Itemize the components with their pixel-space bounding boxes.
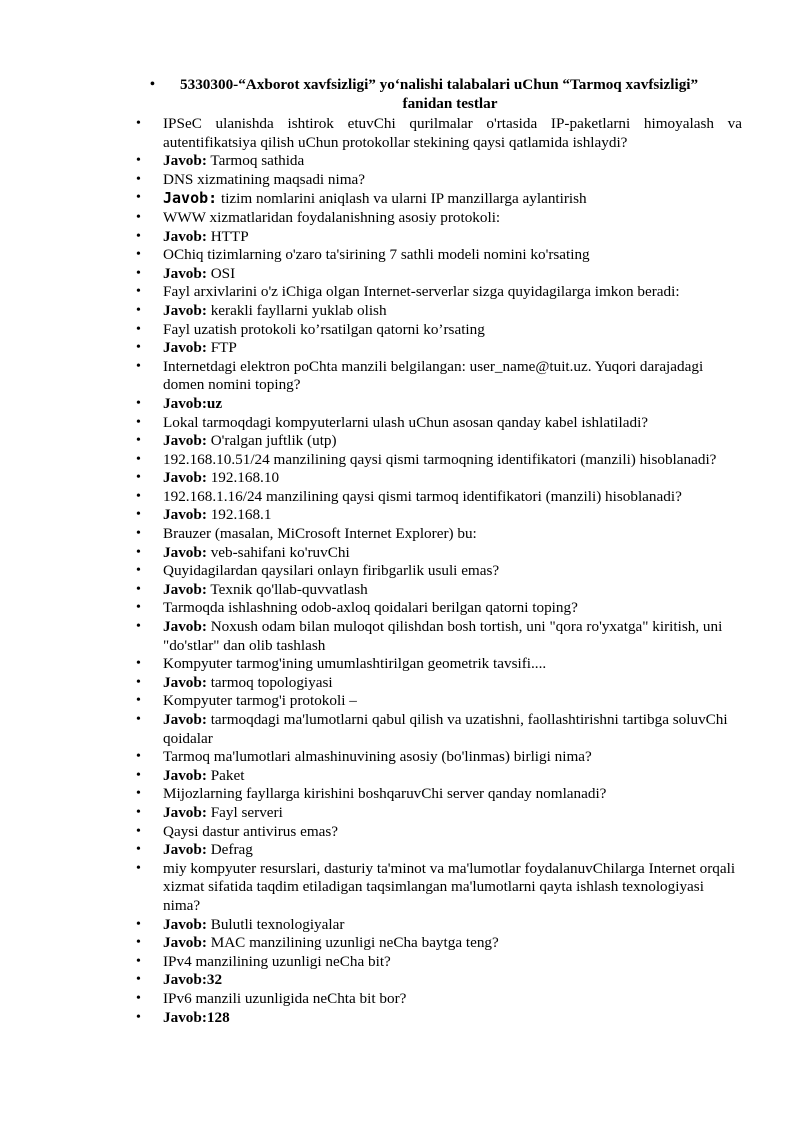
answer-label: Javob:: [163, 711, 207, 728]
question-item: [0, 953, 800, 972]
question-item: [0, 488, 800, 507]
answer-text: 192.168.10: [206, 469, 280, 487]
answer-item: [0, 916, 800, 935]
answer-label: Javob:: [163, 580, 207, 598]
bullet-icon: •: [136, 600, 141, 616]
bullet-icon: •: [136, 544, 141, 560]
question-item: [0, 785, 800, 804]
answer-item: [0, 302, 800, 321]
bullet-icon: •: [136, 693, 141, 709]
answer-label: Javob:: [163, 469, 207, 487]
answer-label: Javob:: [163, 934, 207, 952]
answer-item: [0, 711, 800, 748]
bullet-icon: •: [136, 656, 141, 672]
question-text: IPSeC ulanishda ishtirok etuvChi qurilmalar o'rtasida IP-paketlarni himoyalash va autentifikatsiya qilish uChun protokollar stekining qaysi qatlamida ishlaydi?: [163, 115, 742, 151]
answer-item: [0, 339, 800, 358]
answer-item: [0, 804, 800, 823]
answer-label: Javob:: [163, 618, 207, 636]
question-text: Lokal tarmoqdagi kompyuterlarni ulash uChun asosan qanday kabel ishlatiladi?: [163, 413, 649, 431]
question-item: [0, 525, 800, 544]
bullet-icon: •: [136, 209, 141, 225]
answer-item: [0, 971, 800, 990]
question-item: [0, 990, 800, 1009]
bullet-icon: •: [136, 358, 141, 374]
bullet-icon: •: [136, 786, 141, 802]
question-item: [0, 283, 800, 302]
answer-label: Javob:: [163, 673, 207, 691]
answer-text: Texnik qo'llab-quvvatlash: [206, 580, 368, 598]
question-item: [0, 414, 800, 433]
bullet-icon: •: [136, 619, 141, 635]
answer-text: 192.168.1: [206, 506, 272, 524]
answer-label: Javob:: [163, 915, 207, 933]
question-item: [0, 748, 800, 767]
answer-label: Javob:: [163, 301, 207, 319]
question-item: [0, 562, 800, 581]
bullet-icon: •: [136, 153, 141, 169]
answer-label: Javob:32: [163, 971, 223, 989]
answer-text: Tarmoq sathida: [206, 152, 305, 170]
question-item: [0, 655, 800, 674]
answer-label: Javob:: [163, 227, 207, 245]
question-item: [0, 209, 800, 228]
answer-label: Javob:: [163, 543, 207, 561]
question-text: Tarmoq ma'lumotlari almashinuvining asosiy (bo'linmas) birligi nima?: [163, 748, 592, 766]
question-item: [0, 171, 800, 190]
question-text: Fayl uzatish protokoli ko’rsatilgan qatorni ko’rsating: [163, 320, 485, 338]
answer-item: [0, 544, 800, 563]
bullet-icon: •: [136, 563, 141, 579]
answer-text: tarmoq topologiyasi: [206, 673, 333, 691]
bullet-icon: •: [136, 823, 141, 839]
bullet-icon: •: [136, 674, 141, 690]
answer-label: Javob:: [163, 841, 207, 859]
question-text: IPv4 manzilining uzunligi neCha bit?: [163, 952, 391, 970]
question-text: miy kompyuter resurslari, dasturiy ta'minot va ma'lumotlar foydalanuvChilarga Internet orqali xizmat sifatida taqdim etiladigan taqsimlangan ma'lumotlarni qayta ishlash texnologiyasi nima?: [163, 859, 736, 914]
answer-label: Javob:uz: [163, 394, 223, 412]
question-text: Internetdagi elektron poChta manzili belgilangan: user_name@tuit.uz. Yuqori darajadagi domen nomini toping?: [163, 357, 704, 394]
answer-label: Javob:128: [163, 1008, 230, 1026]
question-text: IPv6 manzili uzunligida neChta bit bor?: [163, 989, 407, 1007]
answer-item: [0, 432, 800, 451]
bullet-icon: •: [136, 972, 141, 988]
answer-text: FTP: [206, 339, 237, 357]
answer-text: O'ralgan juftlik (utp): [206, 432, 337, 450]
bullet-icon: •: [136, 526, 141, 542]
answer-label: Javob:: [163, 152, 207, 170]
bullet-icon: •: [136, 265, 141, 281]
bullet-icon: •: [136, 953, 141, 969]
answer-item: [0, 934, 800, 953]
question-text: Brauzer (masalan, MiCrosoft Internet Explorer) bu:: [163, 525, 477, 543]
bullet-icon: •: [136, 712, 141, 727]
bullet-icon: •: [136, 804, 141, 820]
answer-text: tarmoqdagi ma'lumotlarni qabul qilish va uzatishni, faollashtirishni tartibga soluvChi qoidalar: [163, 711, 728, 747]
answer-label: Javob:: [163, 264, 207, 282]
question-item: [0, 823, 800, 842]
answer-text: Noxush odam bilan muloqot qilishdan bosh tortish, uni "qora ro'yxatga" kiritish, uni "do'stlar" dan olib tashlash: [163, 618, 723, 654]
question-text: Kompyuter tarmog'i protokoli –: [163, 692, 357, 710]
answer-item: [0, 228, 800, 247]
question-item: [0, 246, 800, 265]
heading-line-1: 5330300-“Axborot xavfsizligi” yo‘nalishi talabalari uChun “Tarmoq xavfsizligi”: [180, 76, 699, 93]
bullet-icon: •: [136, 935, 141, 951]
answer-text: HTTP: [206, 227, 249, 245]
answer-item: [0, 841, 800, 860]
answer-item: [0, 152, 800, 171]
bullet-icon: •: [136, 340, 141, 356]
answer-text: kerakli fayllarni yuklab olish: [206, 301, 387, 319]
bullet-icon: •: [136, 860, 141, 876]
question-item: [0, 321, 800, 340]
answer-text: tizim nomlarini aniqlash va ularni IP manzillarga aylantirish: [217, 190, 587, 208]
bullet-icon: •: [136, 451, 141, 467]
answer-item: [0, 674, 800, 693]
bullet-icon: •: [136, 767, 141, 783]
question-item: [0, 451, 800, 470]
answer-text: MAC manzilining uzunligi neCha baytga teng?: [206, 934, 499, 952]
question-text: Qaysi dastur antivirus emas?: [163, 822, 339, 840]
answer-label: Javob:: [163, 766, 207, 784]
question-text: Kompyuter tarmog'ining umumlashtirilgan geometrik tavsifi....: [163, 655, 547, 673]
answer-label: Javob:: [163, 432, 207, 450]
question-item: [0, 860, 800, 916]
answer-item: [0, 1009, 800, 1028]
question-text: Fayl arxivlarini o'z iChiga olgan Internet-serverlar sizga quyidagilarga imkon beradi:: [163, 283, 680, 301]
answer-item: [0, 265, 800, 284]
question-item: [0, 692, 800, 711]
answer-item: [0, 581, 800, 600]
answer-label: Javob:: [163, 803, 207, 821]
bullet-icon: •: [136, 190, 141, 206]
answer-text: Defrag: [206, 841, 253, 859]
question-text: DNS xizmatining maqsadi nima?: [163, 170, 366, 188]
bullet-icon: •: [136, 507, 141, 523]
question-text: 192.168.10.51/24 manzilining qaysi qismi tarmoqning identifikatori (manzili) hisoblanadi?: [163, 450, 717, 468]
answer-text: Bulutli texnologiyalar: [206, 915, 345, 933]
question-text: WWW xizmatlaridan foydalanishning asosiy protokoli:: [163, 208, 501, 226]
heading-line-2: fanidan testlar: [402, 94, 498, 112]
answer-text: veb-sahifani ko'ruvChi: [206, 543, 350, 561]
question-text: 192.168.1.16/24 manzilining qaysi qismi tarmoq identifikatori (manzili) hisoblanadi?: [163, 487, 682, 505]
answer-item: [0, 189, 800, 209]
bullet-icon: •: [136, 916, 141, 932]
answer-label: Javob:: [163, 189, 218, 208]
question-text: Quyidagilardan qaysilari onlayn firibgarlik usuli emas?: [163, 562, 500, 580]
bullet-icon: •: [136, 990, 141, 1006]
bullet-icon: •: [136, 321, 141, 337]
answer-item: [0, 469, 800, 488]
bullet-icon: •: [136, 302, 141, 318]
question-text: OChiq tizimlarning o'zaro ta'sirining 7 sathli modeli nomini ko'rsating: [163, 246, 590, 264]
bullet-icon: •: [136, 116, 141, 131]
answer-label: Javob:: [163, 506, 207, 524]
bullet-icon: •: [136, 284, 141, 300]
answer-item: [0, 506, 800, 525]
answer-label: Javob:: [163, 339, 207, 357]
bullet-icon: •: [136, 842, 141, 858]
bullet-icon: •: [136, 749, 141, 765]
qa-list: [0, 115, 800, 1027]
answer-item: [0, 395, 800, 414]
question-text: Tarmoqda ishlashning odob-axloq qoidalari berilgan qatorni toping?: [163, 599, 578, 617]
bullet-icon: •: [136, 228, 141, 244]
question-item: [0, 358, 800, 395]
answer-text: OSI: [206, 264, 236, 282]
question-item: [0, 599, 800, 618]
question-text: Mijozlarning fayllarga kirishini boshqaruvChi server qanday nomlanadi?: [163, 785, 607, 803]
answer-item: [0, 618, 800, 655]
question-item: [0, 115, 800, 152]
bullet-icon: •: [136, 470, 141, 486]
answer-item: [0, 767, 800, 786]
bullet-icon: •: [136, 433, 141, 449]
heading-bullet: •: [150, 77, 155, 92]
bullet-icon: •: [136, 1009, 141, 1025]
bullet-icon: •: [136, 414, 141, 430]
answer-text: Fayl serveri: [206, 803, 283, 821]
bullet-icon: •: [136, 395, 141, 411]
bullet-icon: •: [136, 247, 141, 263]
bullet-icon: •: [136, 171, 141, 187]
bullet-icon: •: [136, 488, 141, 504]
answer-text: Paket: [206, 766, 245, 784]
bullet-icon: •: [136, 581, 141, 597]
